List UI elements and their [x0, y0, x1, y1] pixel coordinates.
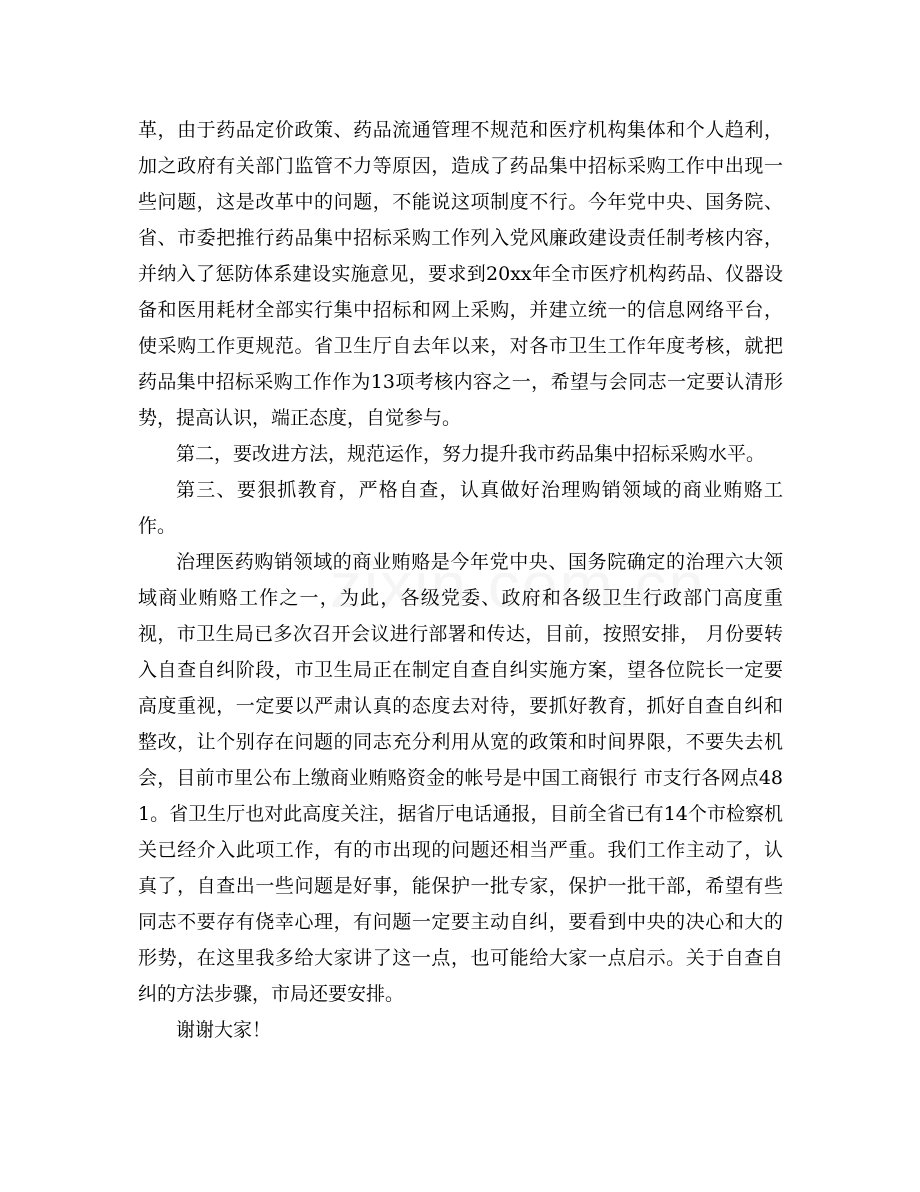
paragraph-bribery-governance: 治理医药购销领域的商业贿赂是今年党中央、国务院确定的治理六大领域商业贿赂工作之一，为此，各级党委、政府和各级卫生行政部门高度重视，市卫生局已多次召开会议进行部署和传达，目前，按照安排， 月份要转入自查自纠阶段，市卫生局正在制定自查自纠实施方案，望各位院长一定要高度重视，一定要以严肃认真的态度去对待，要抓好教育，抓好自查自纠和整改，让个别存在问题的同志充分利用从宽的政策和时间界限，不要失去机会，目前市里公布上缴商业贿赂资金的帐号是中国工商银行 市支行各网点481。省卫生厅也对此高度关注，据省厅电话通报，目前全省已有14个市检察机关已经介入此项工作，有的市出现的问题还相当严重。我们工作主动了，认真了，自查出一些问题是好事，能保护一批专家，保护一批干部，希望有些同志不要存有侥幸心理，有问题一定要主动自纠，要看到中央的决心和大的形势，在这里我多给大家讲了这一点，也可能给大家一点启示。关于自查自纠的方法步骤，市局还要安排。: [138, 551, 783, 1005]
paragraph-point-two: 第二，要改进方法，规范运作，努力提升我市药品集中招标采购水平。: [176, 443, 766, 465]
paragraph-point-three: 第三、要狠抓教育，严格自查，认真做好治理购销领域的商业贿赂工作。: [138, 479, 783, 537]
paragraph-closing: 谢谢大家！: [176, 1019, 272, 1041]
paragraph-continuation: 革，由于药品定价政策、药品流通管理不规范和医疗机构集体和个人趋利，加之政府有关部门监管不力等原因，造成了药品集中招标采购工作中出现一些问题，这是改革中的问题，不能说这项制度不行。今年党中央、国务院、省、市委把推行药品集中招标采购工作列入党风廉政建设责任制考核内容，并纳入了惩防体系建设实施意见，要求到20xx年全市医疗机构药品、仪器设备和医用耗材全部实行集中招标和网上采购，并建立统一的信息网络平台，使采购工作更规范。省卫生厅自去年以来，对各市卫生工作年度考核，就把药品集中招标采购工作作为13项考核内容之一，希望与会同志一定要认清形势，提高认识，端正态度，自觉参与。: [138, 119, 783, 429]
document-body: [138, 112, 783, 1048]
